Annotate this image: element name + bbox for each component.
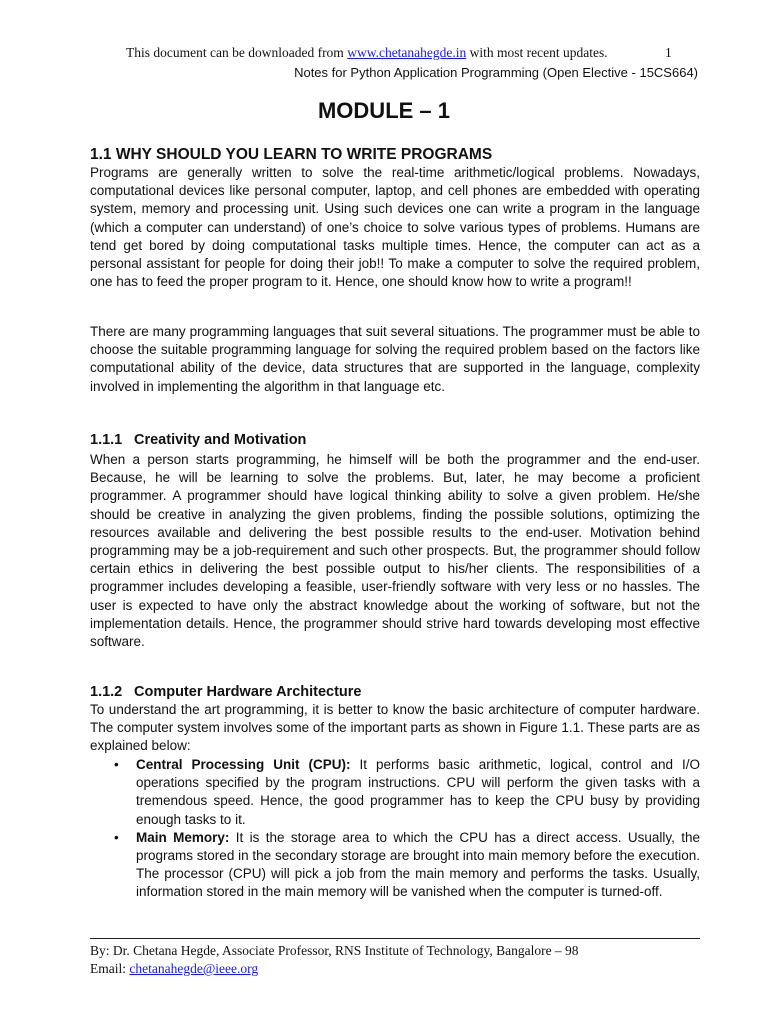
list-item-main-memory: • Main Memory: It is the storage area to which the CPU has a direct access. Usually, the programs stored in the secondary storage are brought into main memory before the execution. The processor (CPU) will pick a job from the main memory and performs the tasks. Usually, information stored in the main memory will be vanished when the computer is turned-off. <box>114 829 700 900</box>
bullet-icon: • <box>114 757 119 772</box>
email-link[interactable]: chetanahegde@ieee.org <box>129 961 259 976</box>
module-title: MODULE – 1 <box>317 98 451 123</box>
list-item-cpu: • Central Processing Unit (CPU): It performs basic arithmetic, logical, control and I/O operations specified by the program instructions. CPU will perform the given tasks with a tremendous speed. Hence, the good programmer has to keep the CPU busy by providing enough tasks to it. <box>114 757 700 827</box>
section-heading-1-1: 1.1 WHY SHOULD YOU LEARN TO WRITE PROGRAMS <box>90 146 493 163</box>
footer-divider <box>90 938 700 939</box>
paragraph-creativity: When a person starts programming, he himself will be both the programmer and the end-user. Because, he will be learning to solve the problems. But, later, he may become a proficient programmer. A programmer should have logical thinking ability to solve a given problem. He/she should be creative in analyzing the given problems, finding the possible solutions, optimizing the resources available and delivering the best possible results to the end-user. Motivation behind programming may be a job-requirement and such other prospects. But, the programmer should follow certain ethics in delivering the best possible output to his/her clients. The responsibilities of a programmer includes developing a feasible, user-friendly software with very less or no hassles. The user is expected to have only the abstract knowledge about the working of software, but not the implementation details. Hence, the programmer should strive hard towards developing most effective software. <box>90 452 700 650</box>
paragraph-hardware: To understand the art programming, it is better to know the basic architecture of computer hardware. The computer system involves some of the important parts as shown in Figure 1.1. These parts are as explained below: <box>90 702 700 754</box>
section-heading-1-1-1: 1.1.1 Creativity and Motivation <box>90 432 307 448</box>
bullet-icon: • <box>114 829 119 845</box>
course-title: Notes for Python Application Programming (Open Elective - 15CS664) <box>294 65 698 80</box>
section-heading-1-1-2: 1.1.2 Computer Hardware Architecture <box>90 684 362 700</box>
site-link[interactable]: www.chetanahegde.in <box>347 45 467 60</box>
download-notice: This document can be downloaded from www.chetanahegde.in with most recent updates. <box>126 45 608 60</box>
paragraph-why-program: Programs are generally written to solve the real-time arithmetic/logical problems. Nowadays, computational devices like personal computer, laptop, and cell phones are embedded with operating system, memory and processing unit. Using such devices one can write a program in the language (which a computer can understand) of one’s choice to solve various types of problems. Humans are tend get bored by doing computational tasks multiple times. Hence, the computer can act as a personal assistant for people for doing their job!! To make a computer to solve the required problem, one has to feed the proper program to it. Hence, one should know how to write a program!! <box>90 165 700 290</box>
hardware-parts-list <box>90 756 700 902</box>
paragraph-languages: There are many programming languages that suit several situations. The programmer must be able to choose the suitable programming language for solving the required problem based on the factors like computational ability of the device, data structures that are supported in the language, complexity involved in implementing the algorithm in that language etc. <box>90 324 700 394</box>
page-number: 1 <box>665 45 672 60</box>
footer-email: Email: chetanahegde@ieee.org <box>90 961 259 976</box>
footer-author: By: Dr. Chetana Hegde, Associate Professor, RNS Institute of Technology, Bangalore – 98 <box>90 943 579 958</box>
